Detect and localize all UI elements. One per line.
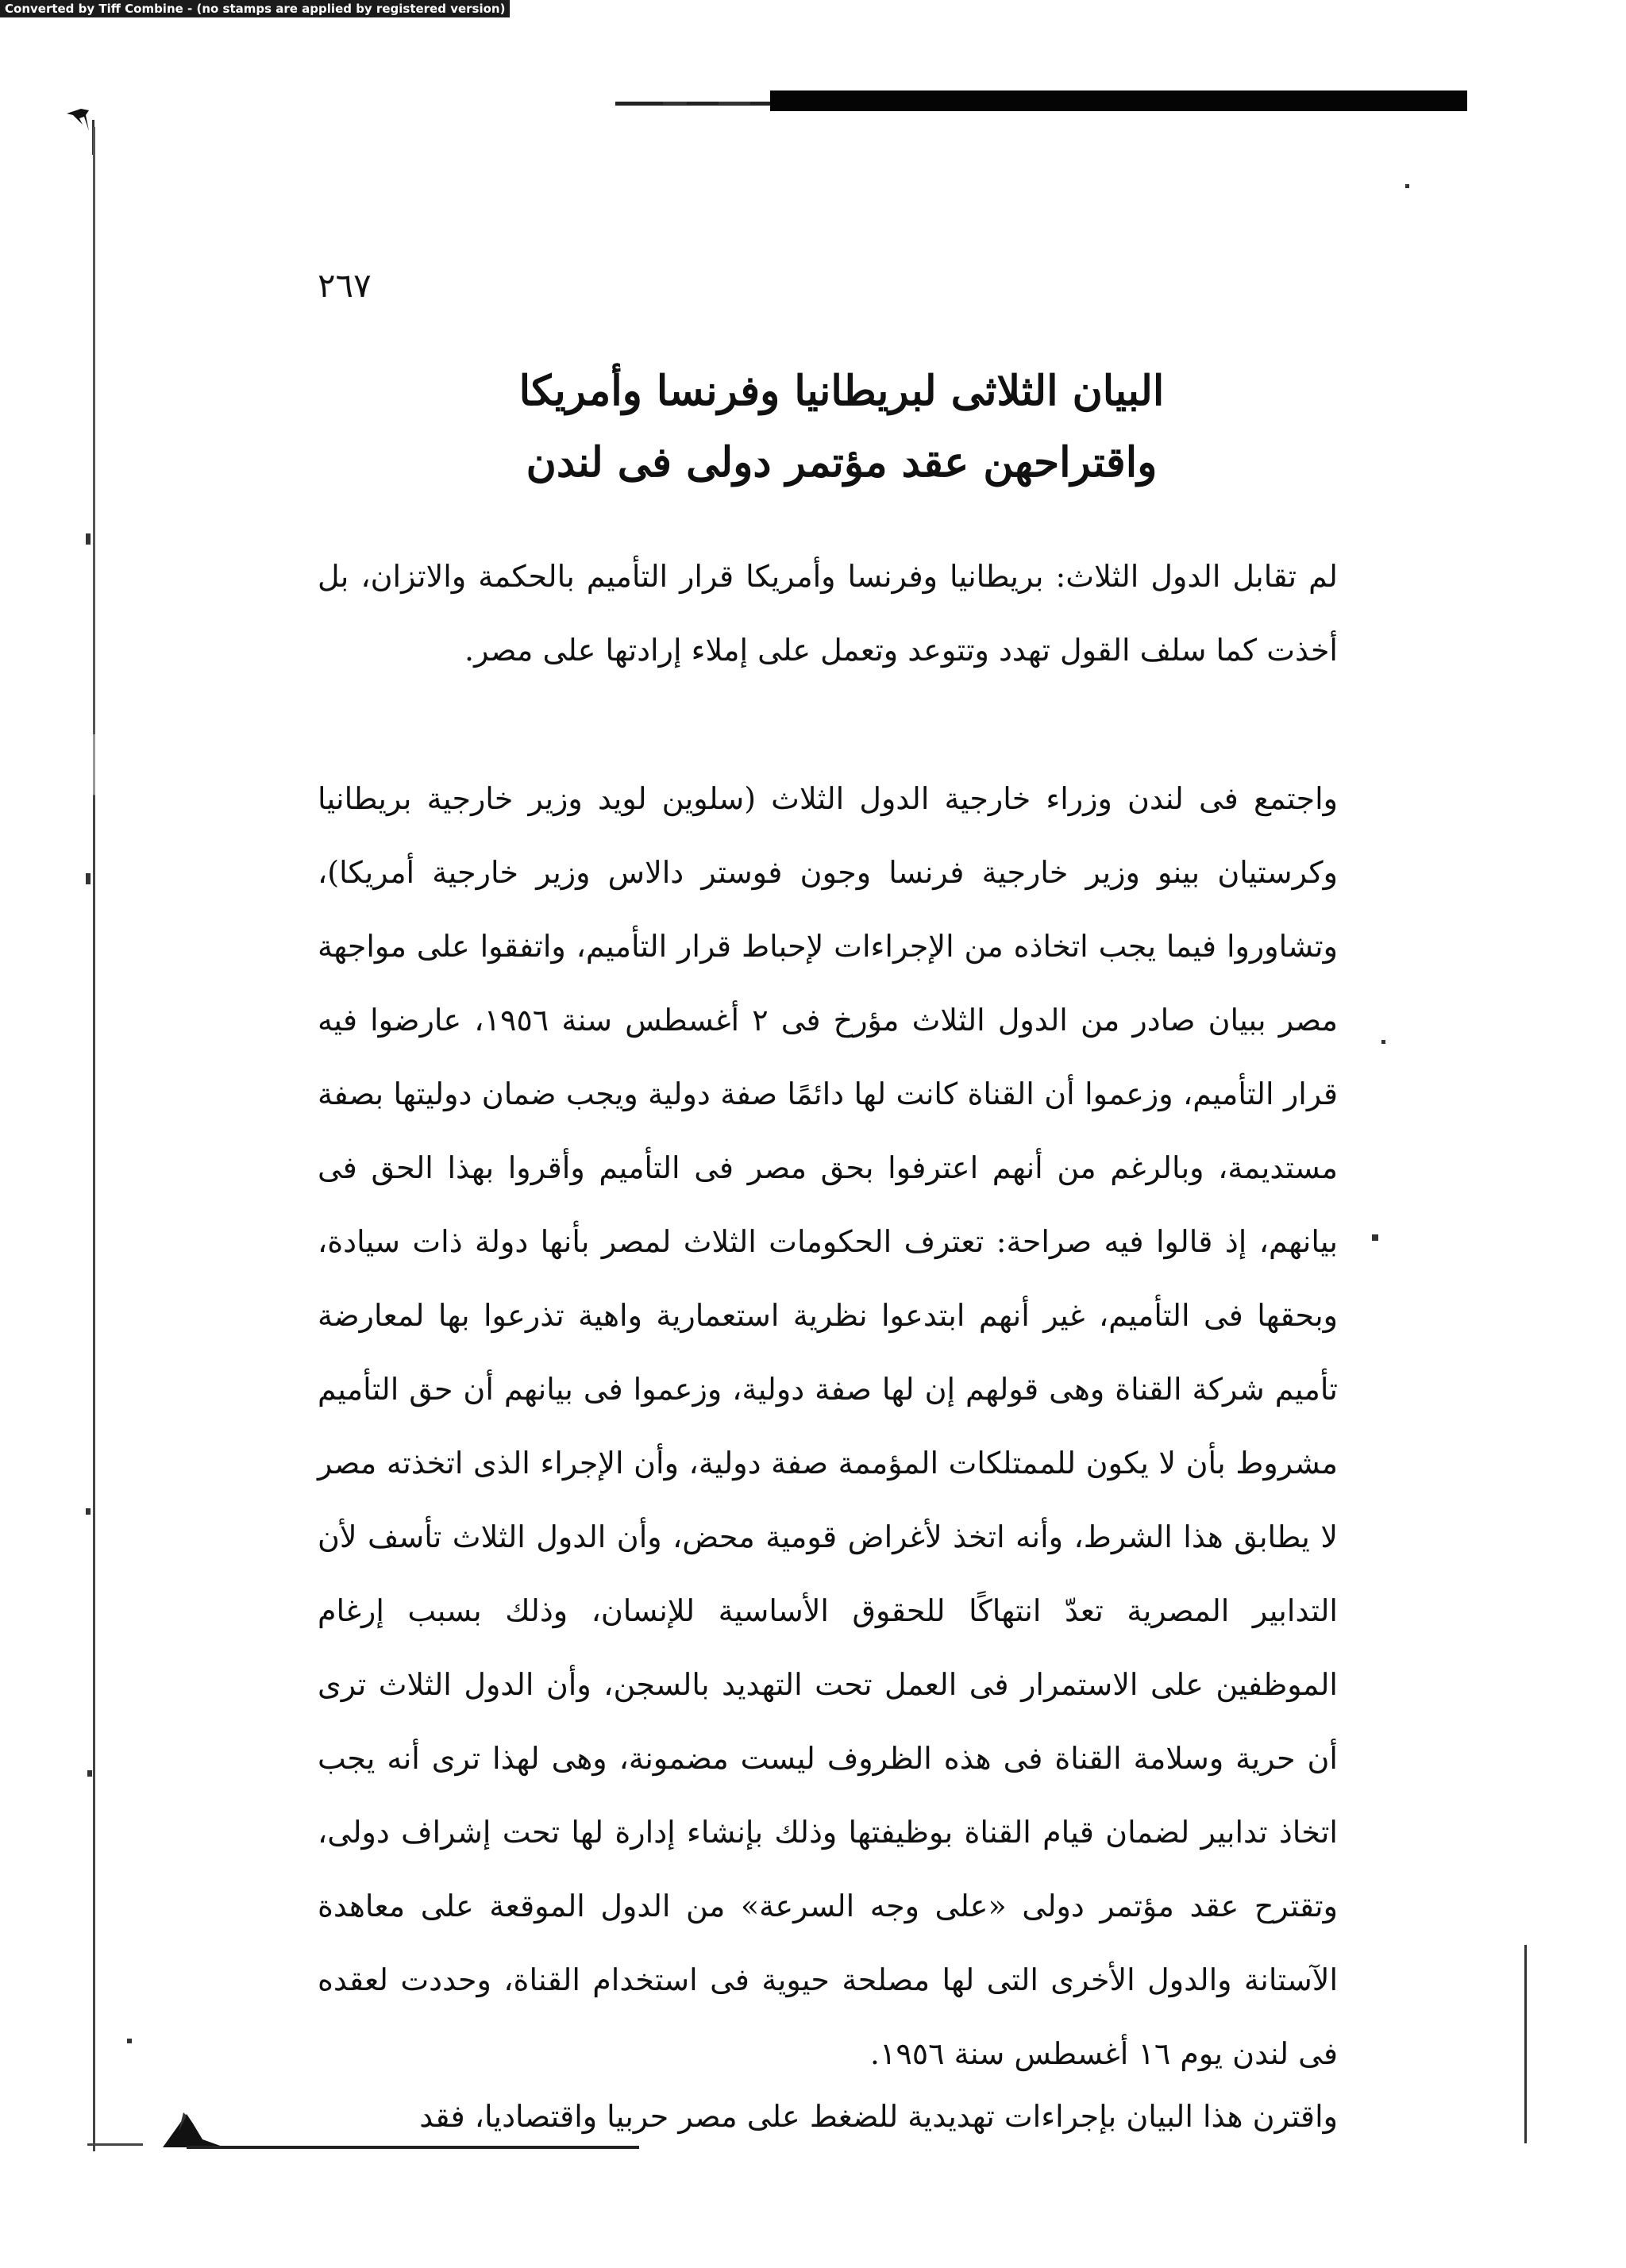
margin-speck bbox=[1381, 1040, 1385, 1044]
scan-mark bbox=[155, 2108, 226, 2151]
margin-speck bbox=[87, 1770, 92, 1777]
margin-speck bbox=[1405, 184, 1409, 188]
margin-speck bbox=[86, 873, 91, 884]
body-paragraph: لم تقابل الدول الثلاث: بريطانيا وفرنسا وأمريكا قرار التأميم بالحكمة والاتزان، بل أخذت كما سلف القول تهدد وتتوعد وتعمل على إملاء إرادتها على مصر. bbox=[318, 559, 1338, 668]
top-rule-thin bbox=[615, 102, 774, 106]
right-margin-line bbox=[1524, 1945, 1527, 2143]
margin-speck bbox=[86, 533, 91, 545]
margin-speck bbox=[86, 1508, 91, 1515]
converter-banner: Converted by Tiff Combine - (no stamps are applied by registered version) bbox=[0, 0, 510, 17]
body-paragraph-last: واقترن هذا البيان بإجراءات تهديدية للضغط على مصر حربيا واقتصاديا، فقد bbox=[419, 2099, 1338, 2134]
left-margin-line bbox=[93, 127, 95, 2151]
heading-line-2: واقتراحهن عقد مؤتمر دولى فى لندن bbox=[526, 438, 1158, 487]
top-dash bbox=[719, 102, 750, 105]
heading-line-1: البيان الثلاثى لبريطانيا وفرنسا وأمريكا bbox=[518, 367, 1165, 415]
top-rule-bar bbox=[770, 90, 1467, 111]
margin-speck bbox=[127, 2039, 132, 2043]
page-number: ٢٦٧ bbox=[318, 266, 372, 305]
top-dash bbox=[663, 102, 687, 105]
body-paragraph: واجتمع فى لندن وزراء خارجية الدول الثلاث (سلوين لويد وزير خارجية بريطانيا وكرستيان بينو وزير خارجية فرنسا وجون فوستر دالاس وزير خارجية أمريكا)، وتشاوروا فيما يجب اتخاذه من الإجراءات لإحباط قرار التأميم، واتفقوا على مواجهة مصر ببيان صادر من الدول الثلاث مؤرخ فى ٢ أغسطس سنة ١٩٥٦، عارضوا فيه قرار التأميم، وزعموا أن القناة كانت لها دائمًا صفة دولية ويجب ضمان دوليتها بصفة مستديمة، وبالرغم من أنهم اعترفوا بحق مصر فى التأميم وأقروا بهذا الحق فى بيانهم، إذ قالوا فيه صراحة: تعترف الحكومات الثلاث لمصر بأنها دولة ذات سيادة، وبحقها فى التأميم، غير أنهم ابتدعوا نظرية استعمارية واهية تذرعوا بها لمعارضة تأميم شركة القناة وهى قولهم إن لها صفة دولية، وزعموا فى بيانهم أن حق التأميم مشروط بأن لا يكون للممتلكات المؤممة صفة دولية، وأن الإجراء الذى اتخذته مصر لا يطابق هذا الشرط، وأنه اتخذ لأغراض قومية محض، وأن الدول الثلاث تأسف لأن التدابير المصرية تعدّ انتهاكًا للحقوق الأساسية للإنسان، وذلك بسبب إرغام الموظفين على الاستمرار فى العمل تحت التهديد بالسجن، وأن الدول الثلاث ترى أن حرية وسلامة القناة فى هذه الظروف ليست مضمونة، وهى لهذا ترى أنه يجب اتخاذ تدابير لضمان قيام القناة بوظيفتها وذلك بإنشاء إدارة لها تحت إشراف دولى، وتقترح عقد مؤتمر دولى «على وجه السرعة» من الدول الموقعة على معاهدة الآستانة والدول الأخرى التى لها مصلحة حيوية فى استخدام القناة، وحددت لعقده فى لندن يوم ١٦ أغسطس سنة ١٩٥٦. bbox=[318, 781, 1338, 2071]
bottom-tick bbox=[87, 2143, 143, 2146]
margin-speck bbox=[1372, 1234, 1378, 1241]
scan-mark bbox=[65, 107, 97, 155]
bottom-rule bbox=[187, 2146, 639, 2149]
